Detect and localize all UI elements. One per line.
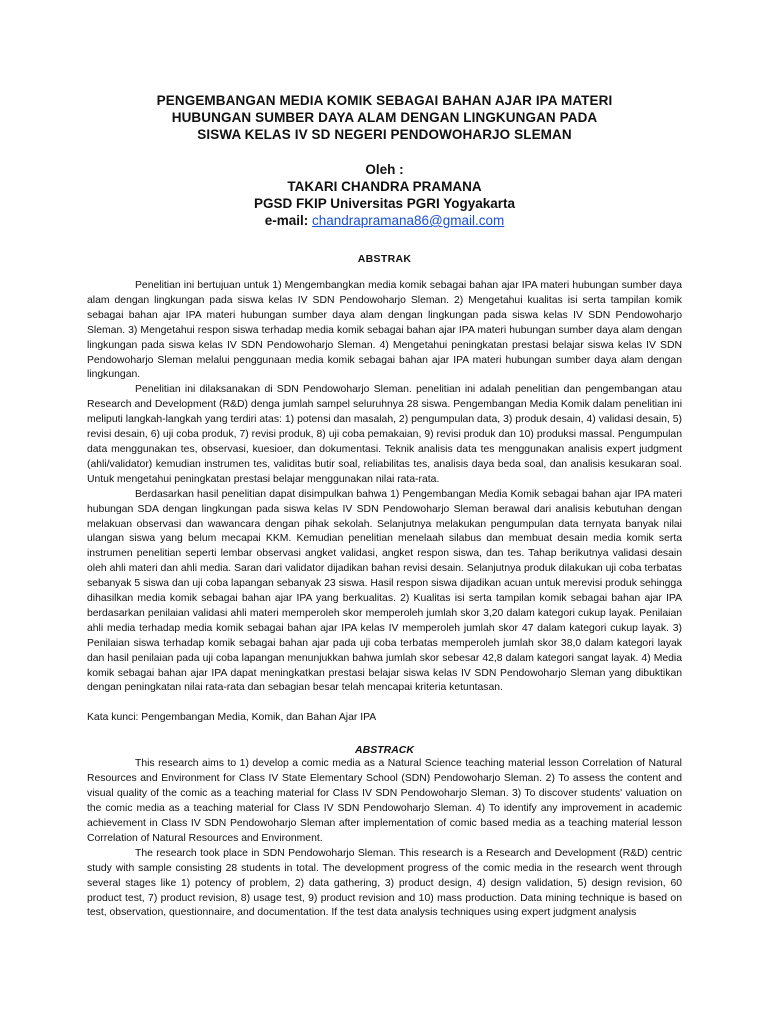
email-line [87,212,682,229]
author-name: TAKARI CHANDRA PRAMANA [287,179,482,194]
author-block [87,161,682,229]
abstract-en-paragraph: The research took place in SDN Pendowoharjo Sleman. This research is a Research and Development (R&D) centric study with sample consisting 28 students in total. The development progress of the comic media in the research went through several stages like 1) potency of problem, 2) data gathering, 3) product design, 4) design validation, 5) design revision, 60 product test, 7) product revision, 8) usage test, 9) product revision and 10) mass production. Data mining technique is based on test, observation, questionnaire, and documentation. If the test data analysis techniques using expert judgment analysis [87,847,682,919]
paper-title [87,92,682,143]
abstrak-heading: ABSTRAK [357,253,412,265]
title-line: HUBUNGAN SUMBER DAYA ALAM DENGAN LINGKUNGAN PADA [171,110,598,125]
keywords: Kata kunci: Pengembangan Media, Komik, dan Bahan Ajar IPA [87,712,377,724]
abstrak-paragraph: Berdasarkan hasil penelitian dapat disimpulkan bahwa 1) Pengembangan Media Komik sebagai bahan ajar IPA materi hubungan SDA dengan lingkungan pada siswa kelas IV SDN Pendowoharjo Sleman berawal dari analisis kebutuhan dengan melakuan observasi dan wawancara dengan pihak sekolah. Selanjutnya melakukan pengumpulan data ternyata banyak nilai ulangan siswa yang belum mecapai KKM. Kemudian penelitian menelaah silabus dan membuat desain media komik serta instrumen penelitian seperti lembar observasi angket validasi, angket respon siswa, dan tes. Tahap berikutnya validasi desain oleh ahli materi dan ahli media. Saran dari validator dijadikan bahan revisi desain. Selanjutnya produk dilakukan uji coba terbatas sebanyak 5 siswa dan uji coba lapangan sebanyak 23 siswa. Hasil respon siswa dijadikan acuan untuk merevisi produk sehingga dihasilkan media komik sebagai bahan ajar IPA yang berkualitas. 2) Kualitas isi serta tampilan komik sebagai bahan ajar IPA berdasarkan penilaian validasi ahli materi memperoleh skor memperoleh jumlah skor 3,20 dalam kategori cukup layak. Penilaian ahli media terhadap media komik sebagai bahan ajar IPA kelas IV memperoleh jumlah skor 47 dalam kategori cukup layak. 3) Penilaian siswa terhadap komik sebagai bahan ajar pada uji coba terbatas memperoleh jumlah skor 38,0 dalam kategori layak dan hasil penilaian pada uji coba lapangan menunjukkan bahwa jumlah skor sebesar 42,8 dalam kategori sangat layak. 4) Media komik sebagai bahan ajar IPA dapat meningkatkan prestasi belajar siswa kelas IV SDN Pendowoharjo Sleman yang dibuktikan dengan peningkatan nilai rata-rata dan sebagian besar telah mencapai kriteria ketuntasan. [87,488,682,694]
abstract-en-heading: ABSTRACK [355,744,414,757]
abstrak-body [87,279,682,696]
abstract-en-paragraph: This research aims to 1) develop a comic media as a Natural Science teaching material lesson Correlation of Natural Resources and Environment for Class IV State Elementary School (SDN) Pendowoharjo Sleman. 2) To assess the content and visual quality of the comic as a teaching material for Class IV SDN Pendowoharjo Sleman. 3) To discover students' valuation on the comic media as a teaching material for Class IV SDN Pendowoharjo Sleman. 4) To identify any improvement in academic achievement in Class IV SDN Pendowoharjo Sleman after implementation of comic based media as a teaching material lesson Correlation of Natural Resources and Environment. [87,758,682,844]
abstract-en-body [87,757,682,921]
title-line: PENGEMBANGAN MEDIA KOMIK SEBAGAI BAHAN AJAR IPA MATERI [156,93,613,108]
email-link[interactable]: chandrapramana86@gmail.com [311,213,505,228]
email-label: e-mail: [264,213,312,228]
author-affiliation: PGSD FKIP Universitas PGRI Yogyakarta [253,196,516,211]
title-line: SISWA KELAS IV SD NEGERI PENDOWOHARJO SLEMAN [197,127,572,142]
by-label: Oleh : [365,162,404,177]
abstrak-paragraph: Penelitian ini dilaksanakan di SDN Pendowoharjo Sleman. penelitian ini adalah penelitian dan pengembangan atau Research and Development (R&D) denga jumlah sampel seluruhnya 28 siswa. Pengembangan Media Komik dalam penelitian ini meliputi langkah-langkah yang terdiri atas: 1) potensi dan masalah, 2) pengumpulan data, 3) produk desain, 4) validasi desain, 5) revisi desain, 6) uji coba produk, 7) revisi produk, 8) uji coba pemakaian, 9) revisi produk dan 10) produksi massal. Pengumpulan data menggunakan tes, observasi, kuesioer, dan dokumentasi. Teknik analisis data tes menggunakan analisis expert judgment (ahli/validator) kemudian instrumen tes, validitas butir soal, reliabilitas tes, analisis daya beda soal, dan analisis kesukaran soal. Untuk mengetahui peningkatan prestasi belajar menggunakan nilai rata-rata. [87,384,682,485]
abstrak-paragraph: Penelitian ini bertujuan untuk 1) Mengembangkan media komik sebagai bahan ajar IPA materi hubungan sumber daya alam dengan lingkungan pada siswa kelas IV SDN Pendowoharjo Sleman. 2) Mengetahui kualitas isi serta tampilan komik sebagai bahan ajar IPA materi hubungan sumber daya alam dengan lingkungan pada siswa kelas IV SDN Pendowoharjo Sleman. 3) Mengetahui respon siswa terhadap media komik sebagai bahan ajar IPA materi hubungan sumber daya alam dengan lingkungan pada siswa kelas IV SDN Pendowoharjo Sleman. 4) Mengetahui peningkatan prestasi belajar siswa kelas IV SDN Pendowoharjo Sleman melalui penggunaan media komik sebagai bahan ajar IPA materi hubungan sumber daya alam dengan lingkungan. [87,280,682,381]
